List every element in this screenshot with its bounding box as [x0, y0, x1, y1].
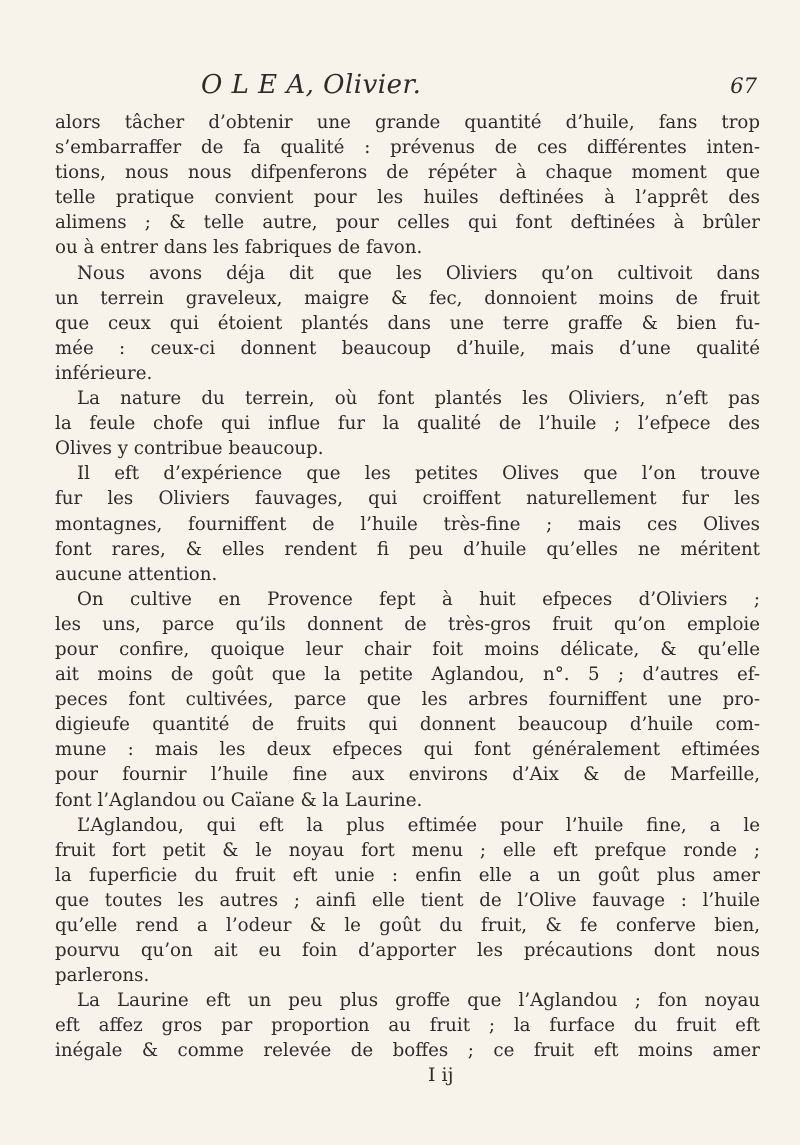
text-line: que toutes les autres ; ainfi elle tient de l’Olive fauvage : l’huile — [55, 889, 760, 911]
text-line: mée : ceux-ci donnent beaucoup d’huile, mais d’une qualité — [55, 337, 760, 359]
text-line: fruit fort petit & le noyau fort menu ; elle eft prefque ronde ; — [55, 839, 760, 861]
text-line: qu’elle rend a l’odeur & le goût du fruit, & fe conferve bien, — [55, 915, 760, 936]
footer — [55, 1064, 760, 1092]
text-line: les uns, parce qu’ils donnent de très-gros fruit qu’on emploie — [55, 613, 760, 635]
running-head: O L E A, Olivier. — [201, 70, 422, 100]
text-line: L’Aglandou, qui eft la plus eftimée pour l’huile fine, a le — [77, 814, 760, 836]
text-line: la fuperficie du fruit eft unie : enfin elle a un goût plus amer — [55, 864, 760, 886]
text-line: inégale & comme relevée de boffes ; ce fruit eft moins amer — [55, 1040, 760, 1062]
text-line: pourvu qu’on ait eu foin d’apporter les précautions dont nous — [55, 940, 760, 962]
text-line: font rares, & elles rendent fi peu d’huile qu’elles ne méritent — [55, 538, 760, 560]
text-line: telle pratique convient pour les huiles deftinées à l’apprêt des — [55, 187, 760, 209]
signature-mark: I ij — [428, 1063, 454, 1086]
text-line: font l’Aglandou ou Caïane & la Laurine. — [55, 789, 423, 811]
text-line: aucune attention. — [55, 563, 218, 585]
body-text — [55, 110, 760, 1064]
text-line: Olives y contribue beaucoup. — [55, 438, 324, 460]
text-line: pour confire, quoique leur chair foit moins délicate, & qu’elle — [55, 638, 760, 660]
page-number: 67 — [730, 74, 757, 98]
text-line: un terrein graveleux, maigre & fec, donnoient moins de fruit — [55, 287, 760, 309]
text-line: s’embarraffer de fa qualité : prévenus de ces différentes inten- — [55, 137, 760, 159]
text-line: pour fournir l’huile fine aux environs d’Aix & de Marfeille, — [55, 764, 760, 786]
text-line: fur les Oliviers fauvages, qui croiffent naturellement fur les — [55, 488, 760, 510]
text-line: On cultive en Provence fept à huit efpeces d’Oliviers ; — [77, 588, 760, 610]
text-line: montagnes, fourniffent de l’huile très-fine ; mais ces Olives — [55, 513, 760, 535]
text-line: la feule chofe qui influe fur la qualité de l’huile ; l’efpece des — [55, 413, 760, 435]
page-header — [55, 70, 755, 106]
text-line: Il eft d’expérience que les petites Olives que l’on trouve — [77, 463, 760, 485]
text-line: parlerons. — [55, 965, 150, 987]
text-line: ait moins de goût que la petite Aglandou, n°. 5 ; d’autres ef- — [55, 664, 760, 686]
text-line: La Laurine eft un peu plus groffe que l’Aglandou ; fon noyau — [77, 990, 760, 1012]
text-line: peces font cultivées, parce que les arbres fourniffent une pro- — [55, 689, 760, 711]
text-line: eft affez gros par proportion au fruit ; la furface du fruit eft — [55, 1015, 760, 1037]
text-line: que ceux qui étoient plantés dans une terre graffe & bien fu- — [55, 312, 760, 334]
text-line: La nature du terrein, où font plantés les Oliviers, n’eft pas — [77, 388, 760, 410]
text-line: inférieure. — [55, 362, 153, 384]
text-line: digieufe quantité de fruits qui donnent beaucoup d’huile com- — [55, 714, 760, 736]
text-line: mune : mais les deux efpeces qui font généralement eftimées — [55, 739, 760, 761]
text-line: ou à entrer dans les fabriques de favon. — [55, 237, 423, 259]
text-line: Nous avons déja dit que les Oliviers qu’on cultivoit dans — [77, 262, 760, 284]
text-line: alimens ; & telle autre, pour celles qui font deftinées à brûler — [55, 212, 760, 234]
text-line: tions, nous nous difpenferons de répéter à chaque moment que — [55, 162, 760, 184]
text-line: alors tâcher d’obtenir une grande quantité d’huile, fans trop — [55, 112, 760, 133]
